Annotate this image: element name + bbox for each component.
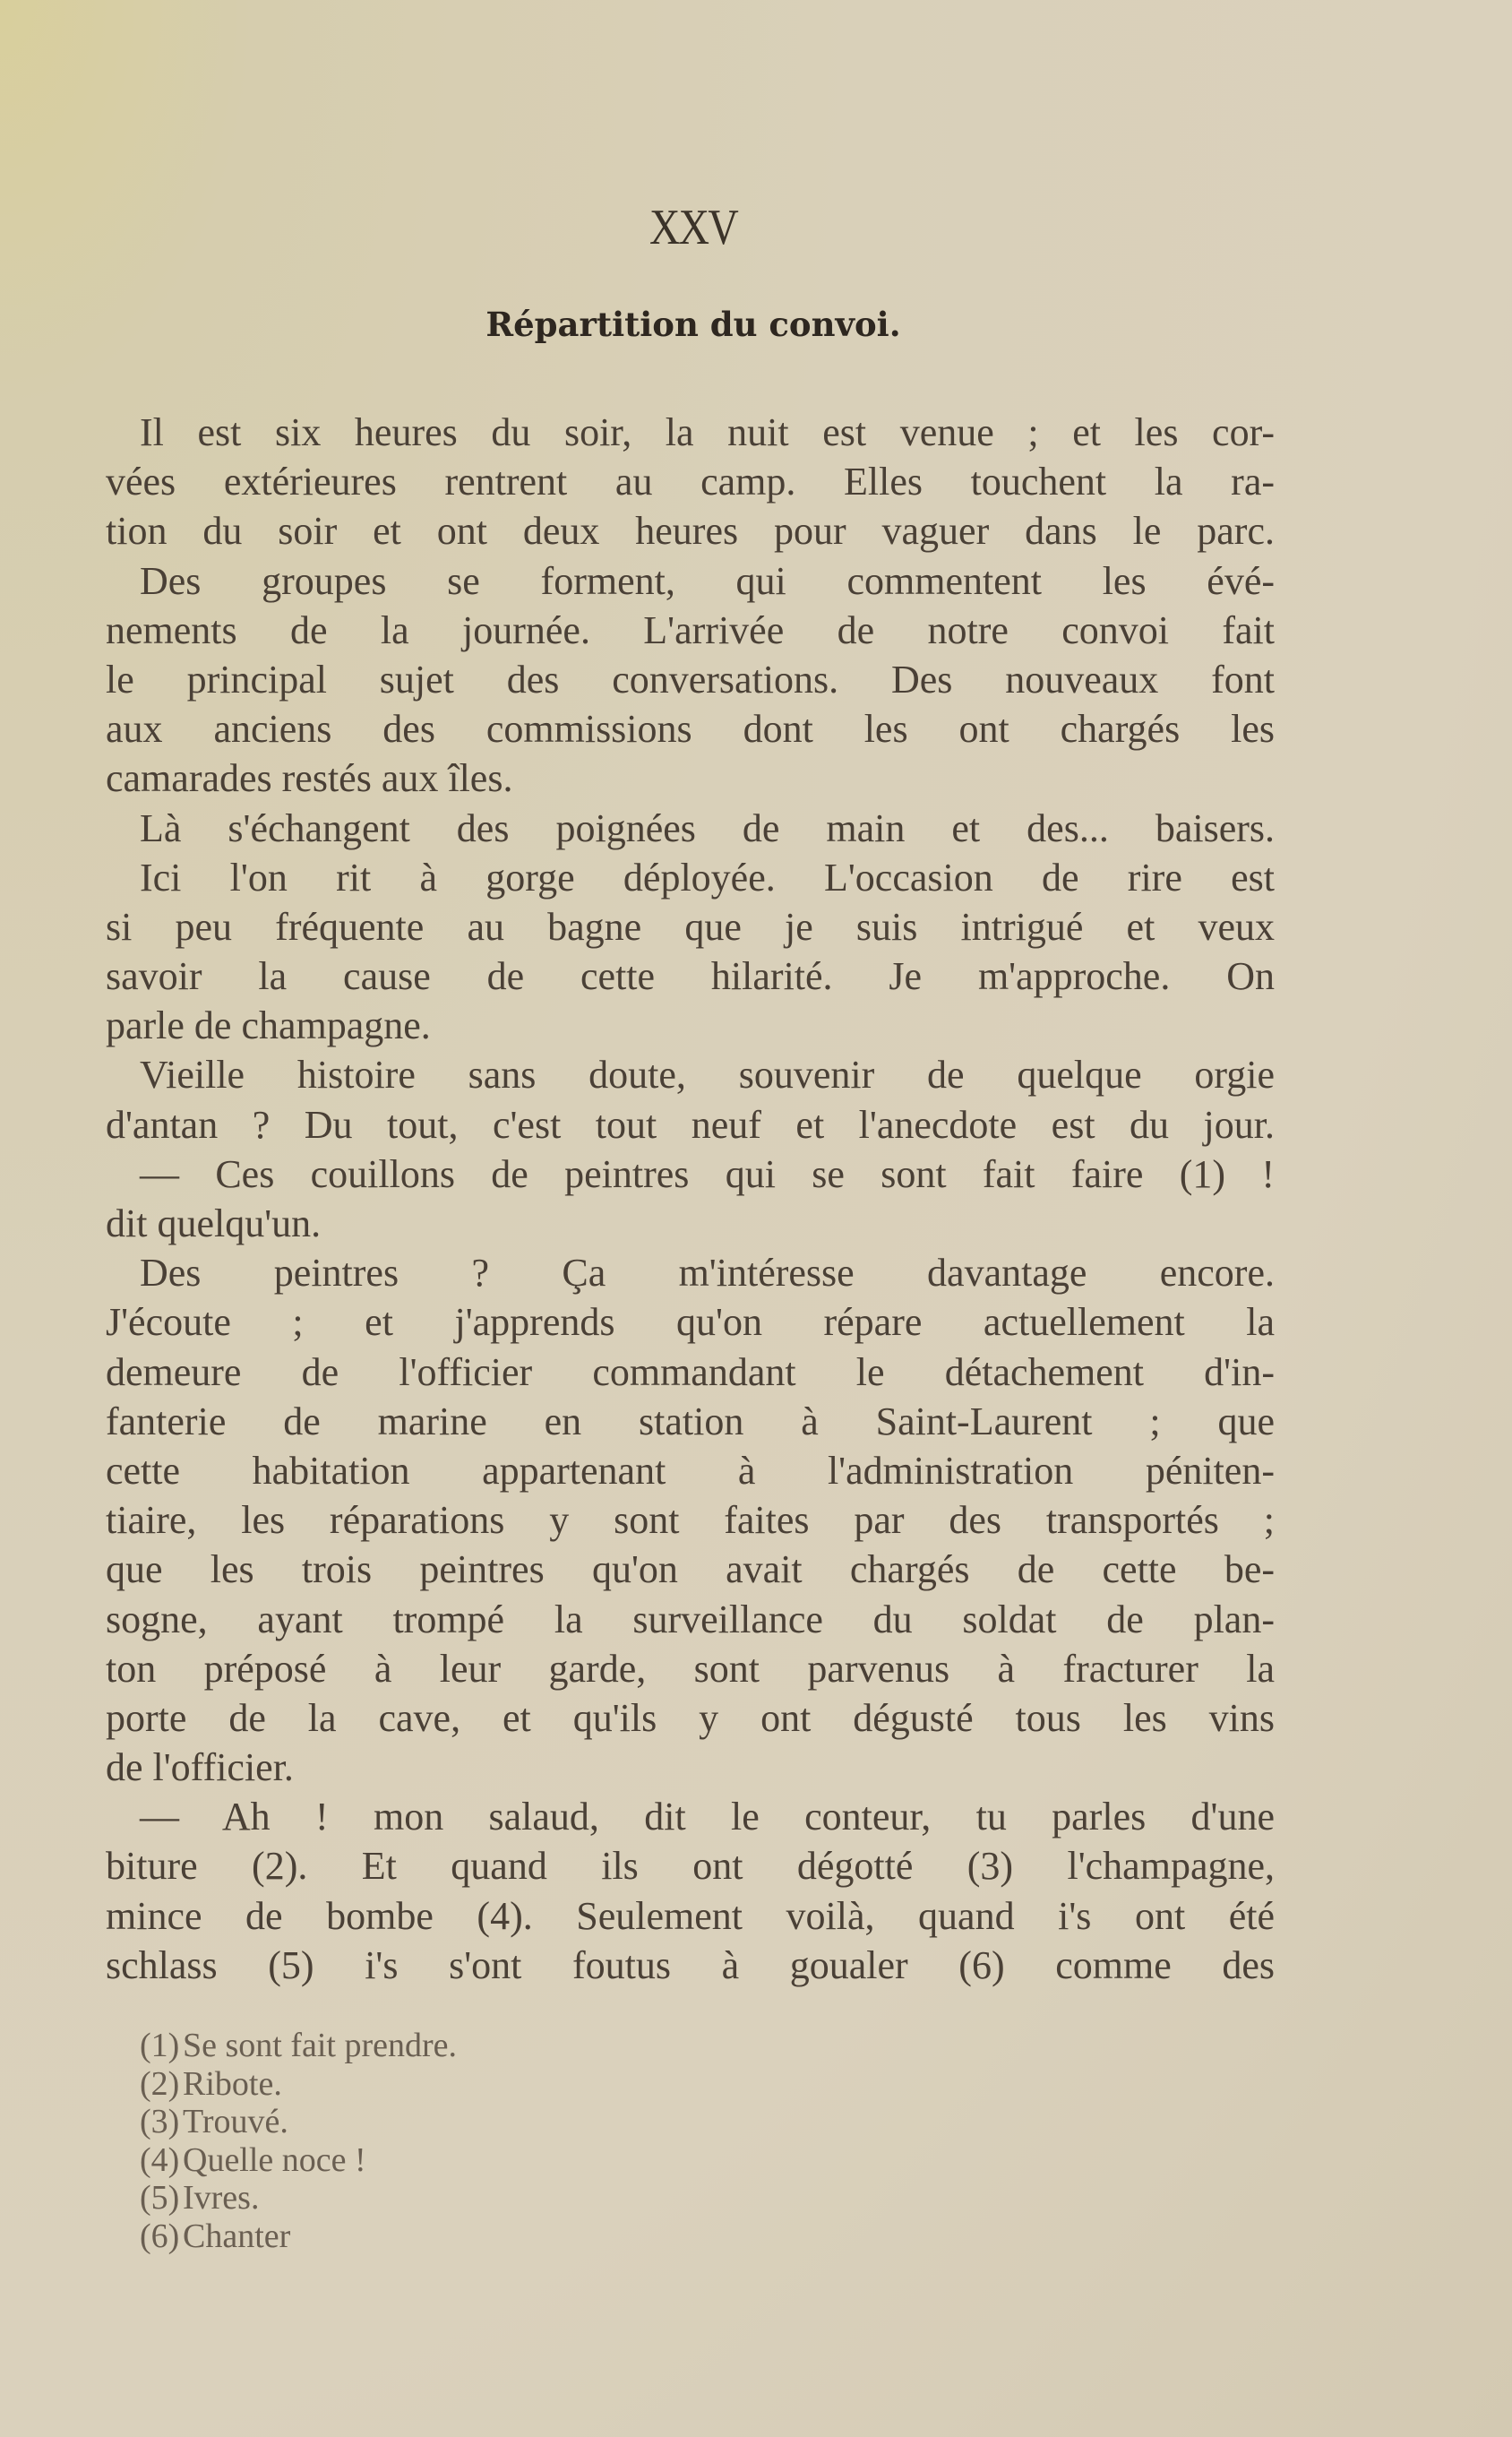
footnote <box>140 2217 457 2256</box>
footnote-text: Ivres. <box>183 2179 260 2217</box>
footnote <box>140 2027 457 2065</box>
text-line: demeure de l'officier commandant le détachement d'in- <box>106 1349 1275 1394</box>
text-line: — Ces couillons de peintres qui se sont fait faire (1) ! <box>140 1151 1275 1196</box>
text-line: camarades restés aux îles. <box>106 756 513 801</box>
text-line: de l'officier. <box>106 1745 294 1790</box>
text-line: ton préposé à leur garde, sont parvenus à fracturer la <box>106 1646 1275 1691</box>
text-line: sogne, ayant trompé la surveillance du soldat de plan- <box>106 1597 1275 1641</box>
text-line: si peu fréquente au bagne que je suis intrigué et veux <box>106 904 1275 949</box>
footnote-number: (4) <box>140 2140 180 2179</box>
text-line: tiaire, les réparations y sont faites par des transportés ; <box>106 1498 1275 1543</box>
footnote-text: Trouvé. <box>183 2103 288 2140</box>
text-line: savoir la cause de cette hilarité. Je m'approche. On <box>106 954 1275 999</box>
footnote <box>140 2065 457 2104</box>
text-line: Des groupes se forment, qui commentent les évé- <box>140 558 1275 603</box>
text-line: mince de bombe (4). Seulement voilà, quand i's ont été <box>106 1893 1275 1938</box>
footnote <box>140 2141 457 2180</box>
text-line: — Ah ! mon salaud, dit le conteur, tu parles d'une <box>140 1795 1275 1839</box>
text-line: J'écoute ; et j'apprends qu'on répare actuellement la <box>106 1300 1275 1345</box>
text-line: biture (2). Et quand ils ont dégotté (3) l'champagne, <box>106 1844 1275 1889</box>
footnote-text: Chanter <box>183 2217 291 2255</box>
text-line: Là s'échangent des poignées de main et des... baisers. <box>140 805 1275 850</box>
footnote <box>140 2179 457 2217</box>
text-line: Vieille histoire sans doute, souvenir de quelque orgie <box>140 1053 1275 1098</box>
text-line: parle de champagne. <box>106 1003 431 1048</box>
footnote-number: (5) <box>140 2179 180 2217</box>
text-line: Ici l'on rit à gorge déployée. L'occasion de rire est <box>140 855 1275 900</box>
text-line: d'antan ? Du tout, c'est tout neuf et l'anecdote est du jour. <box>106 1102 1275 1147</box>
footnotes <box>140 2027 457 2255</box>
chapter-number: XXV <box>649 200 738 255</box>
footnote-number: (2) <box>140 2064 180 2103</box>
footnote-number: (3) <box>140 2103 180 2140</box>
body-text <box>106 408 1275 1990</box>
text-line: Il est six heures du soir, la nuit est venue ; et les cor- <box>140 410 1275 454</box>
text-line: porte de la cave, et qu'ils y ont dégusté tous les vins <box>106 1695 1275 1740</box>
chapter-title: Répartition du convoi. <box>485 305 901 344</box>
text-line: que les trois peintres qu'on avait chargés de cette be- <box>106 1547 1275 1592</box>
text-line: vées extérieures rentrent au camp. Elles touchent la ra- <box>106 460 1275 504</box>
text-line: aux anciens des commissions dont les ont chargés les <box>106 707 1275 752</box>
footnote-text: Ribote. <box>183 2064 282 2103</box>
text-line: schlass (5) i's s'ont foutus à goualer (6) comme des <box>106 1942 1275 1987</box>
text-line: nements de la journée. L'arrivée de notre convoi fait <box>106 607 1275 652</box>
text-line: cette habitation appartenant à l'administration péniten- <box>106 1448 1275 1493</box>
footnote <box>140 2103 457 2141</box>
footnote-number: (6) <box>140 2217 180 2255</box>
text-line: tion du soir et ont deux heures pour vaguer dans le parc. <box>106 509 1275 554</box>
footnote-text: Se sont fait prendre. <box>183 2027 458 2064</box>
footnote-number: (1) <box>140 2027 180 2064</box>
text-line: dit quelqu'un. <box>106 1201 322 1245</box>
footnote-text: Quelle noce ! <box>183 2140 366 2179</box>
text-line: fanterie de marine en station à Saint-Laurent ; que <box>106 1399 1275 1443</box>
text-line: Des peintres ? Ça m'intéresse davantage encore. <box>140 1251 1275 1296</box>
text-line: le principal sujet des conversations. Des nouveaux font <box>106 657 1275 702</box>
